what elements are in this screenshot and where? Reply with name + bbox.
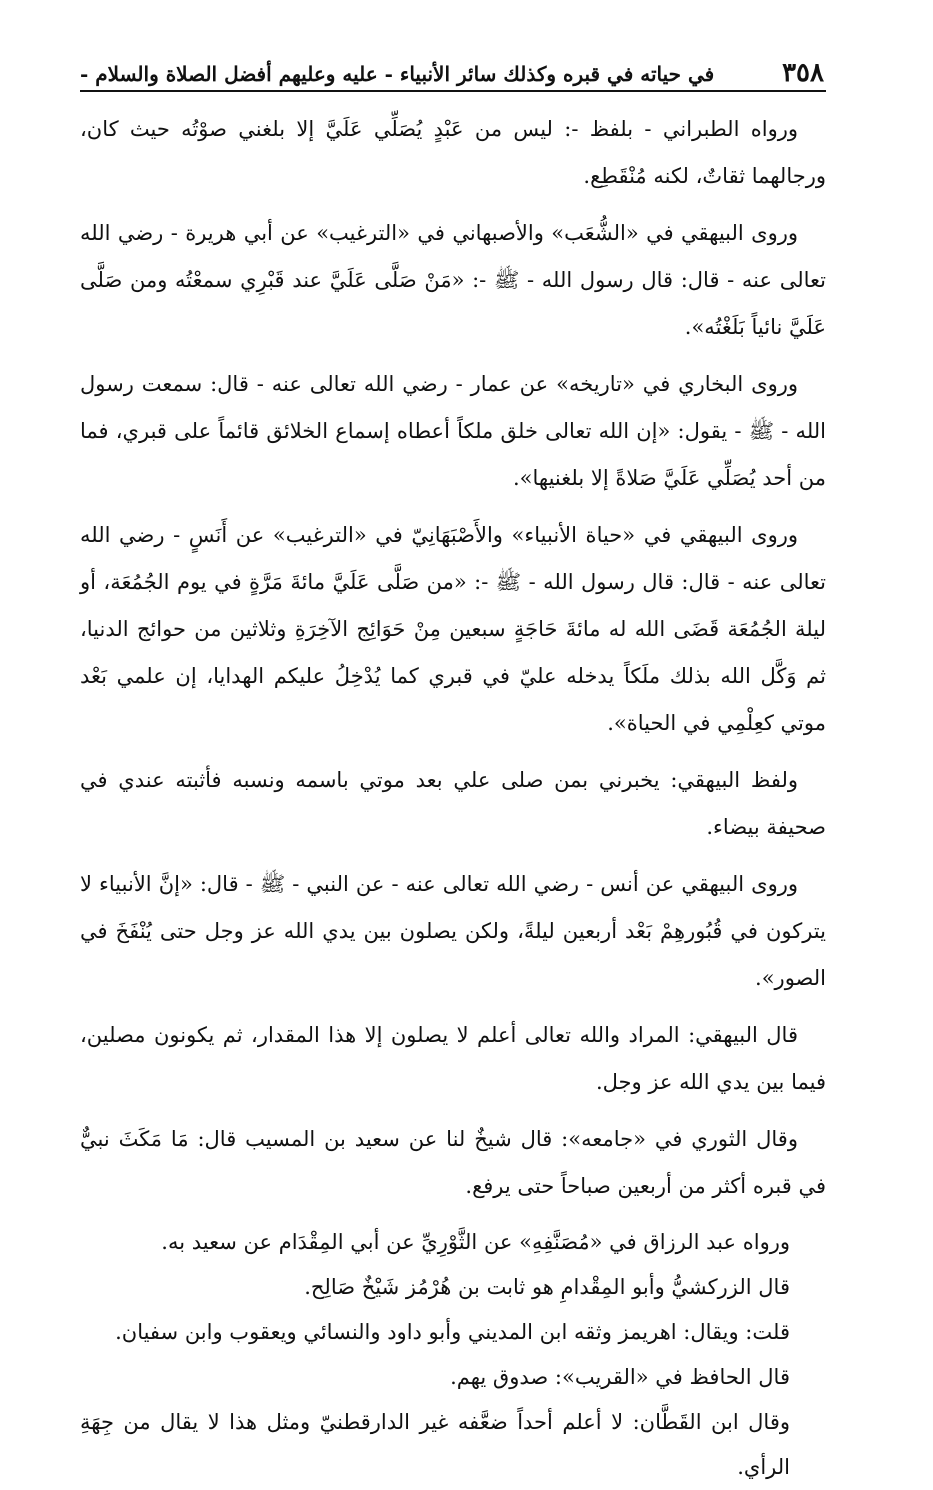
paragraph: ورواه الطبراني - بلفظ -: ليس من عَبْدٍ يُصَلِّي عَلَيَّ إلا بلغني صوْتُه حيث كان، ورجالهما ثقاتٌ، لكنه مُنْقَطِع. [80, 117, 826, 188]
paragraph: قال البيهقي: المراد والله تعالى أعلم لا يصلون إلا هذا المقدار، ثم يكونون مصلين، فيما بين يدي الله عز وجل. [80, 1023, 826, 1094]
paragraph: وروى البيهقي في «حياة الأنبياء» والأَصْبَهَانِيّ في «الترغيب» عن أَنَسٍ - رضي الله تعالى عنه - قال: قال رسول الله - ﷺ -: «من صَلَّى عَلَيَّ مائةَ مَرَّةٍ في يوم الجُمُعَة، أو ليلة الجُمُعَة قَضَى الله له مائةَ حَاجَةٍ سبعين مِنْ حَوَائِج الآخِرَةِ وثلاثين من حوائج الدنيا، ثم وَكَّل الله بذلك ملَكاً يدخله عليّ في قبري كما يُدْخِلُ عليكم الهدايا، إن علمي بَعْد موتي كعِلْمِي في الحياة». [80, 523, 826, 735]
indented-line: ورواه عبد الرزاق في «مُصَنَّفِهِ» عن الثَّوْرِيِّ عن أبي المِقْدَام عن سعيد به. [161, 1230, 790, 1254]
paragraph: ولفظ البيهقي: يخبرني بمن صلى علي بعد موتي باسمه ونسبه فأثبته عندي في صحيفة بيضاء. [80, 768, 826, 839]
page-body [80, 92, 826, 1490]
paragraph: وروى البيهقي عن أنس - رضي الله تعالى عنه - عن النبي - ﷺ - قال: «إنَّ الأنبياء لا يتركون في قُبُورهِمْ بَعْد أربعين ليلةً، ولكن يصلون بين يدي الله عز وجل حتى يُنْفَخَ في الصور». [80, 872, 826, 990]
indented-line: قال الزركشيُّ وأبو المِقْدامِ هو ثابت بن هُرْمُز شَيْخٌ صَالِح. [304, 1275, 790, 1299]
page-number: ٣٥٨ [782, 58, 824, 88]
page-header [80, 48, 826, 92]
indented-line: وقال ابن القَطَّان: لا أعلم أحداً ضعَّفه غير الدارقطنيّ ومثل هذا لا يقال من جِهَةِ الرأي. [80, 1410, 790, 1479]
indented-line: قال الحافظ في «القريب»: صدوق يهم. [450, 1365, 790, 1389]
paragraph: وروى البخاري في «تاريخه» عن عمار - رضي الله تعالى عنه - قال: سمعت رسول الله - ﷺ - يقول: «إن الله تعالى خلق ملكاً أعطاه إسماع الخلائق قائماً على قبري، فما من أحد يُصَلِّي عَلَيَّ صَلاةً إلا بلغنيها». [80, 372, 826, 490]
indented-line: قلت: ويقال: اهريمز وثقه ابن المديني وأبو داود والنسائي ويعقوب وابن سفيان. [115, 1320, 790, 1344]
paragraph: وروى البيهقي في «الشُّعَب» والأصبهاني في «الترغيب» عن أبي هريرة - رضي الله تعالى عنه - قال: قال رسول الله - ﷺ -: «مَنْ صَلَّى عَلَيَّ عند قَبْرِي سمعْتُه ومن صَلَّى عَلَيَّ نائياً بَلَغْتُه». [80, 221, 826, 339]
paragraph: وقال الثوري في «جامعه»: قال شيخٌ لنا عن سعيد بن المسيب قال: مَا مَكَثَ نبيٌّ في قبره أكثر من أربعين صباحاً حتى يرفع. [80, 1127, 826, 1198]
running-title: في حياته في قبره وكذلك سائر الأنبياء - عليه وعليهم أفضل الصلاة والسلام - [80, 62, 715, 86]
